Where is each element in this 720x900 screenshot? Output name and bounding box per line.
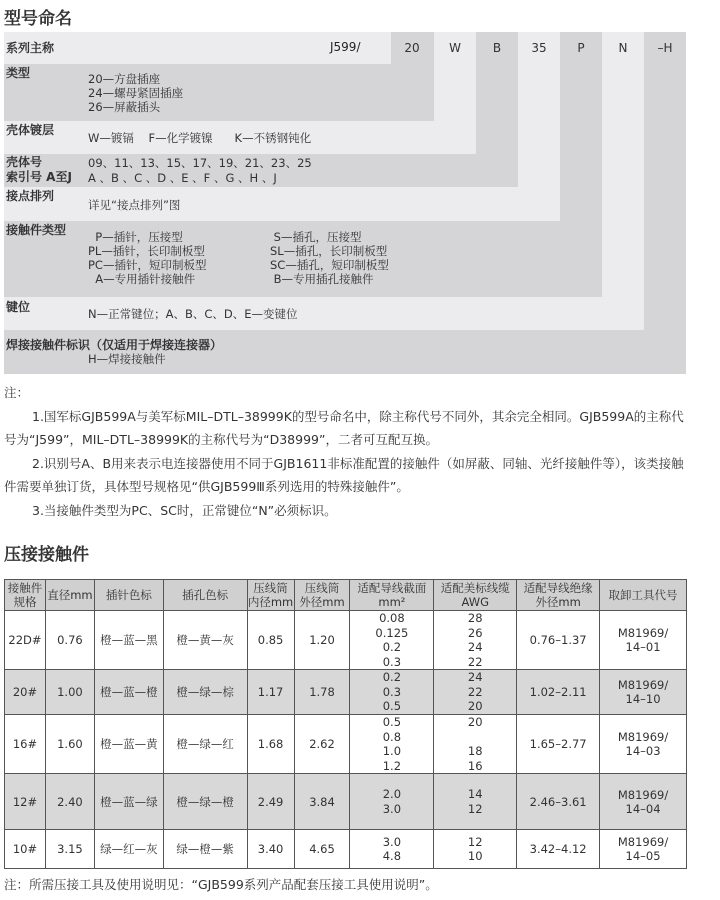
code-type: 20 [404,41,420,55]
table-cell: 1.68 [247,715,294,774]
table-cell: 3.0 4.8 [350,830,434,869]
table-cell: 1.02–2.11 [517,670,600,715]
code-plating: W [449,41,461,55]
table-cell: 橙—蓝—橙 [94,670,163,715]
code-key: N [618,41,628,55]
table-cell: 12# [5,774,46,830]
type-label: 类型 [6,66,31,80]
footnote: 注：所需压接工具及使用说明见：“GJB599系列产品配套压接工具使用说明”。 [4,877,438,892]
section-title-crimp: 压接接触件 [4,545,89,565]
shell-text: 09、11、13、15、17、19、21、23、25 A 、B 、C 、D 、E 、F 、G 、H 、J [88,156,312,185]
table-cell: 3.40 [247,830,294,869]
type-text: 20—方盘插座 24—螺母紧固插座 26—屏蔽插头 [88,72,184,114]
table-cell: 0.2 0.3 0.5 [350,670,434,715]
note-2: 2.识别号A、B用来表示电连接器使用不同于GJB1611非标准配置的接触件（如屏蔽、同轴、光纤接触件等），该类接触件需要单独订货，具体型号规格见“供GJB599Ⅲ系列选用的特殊接触件”。 [4,455,684,494]
column-header: 适配导线截面 mm² [350,580,434,611]
table-cell: 2.0 3.0 [350,774,434,830]
table-cell: 橙—绿—棕 [163,670,247,715]
table-row [5,830,687,869]
arrangement-label: 接点排列 [6,189,55,203]
series-label: 系列主称 [6,41,55,55]
code-contact: P [577,41,585,55]
table-cell: 1.60 [45,715,94,774]
column-header: 压线筒 内径mm [247,581,294,609]
table-cell: 1.78 [294,670,350,715]
key-label: 键位 [6,300,31,314]
table-row [5,774,687,830]
contact-text-left: P—插针，压接型 PL—插针，长印制板型 PC—插针，短印制板型 A—专用插针接触件 [88,230,207,286]
table-cell: M81969/ 14–10 [600,670,687,715]
table-cell: 橙—蓝—绿 [94,774,163,830]
table-row [5,670,687,715]
table-cell: 0.08 0.125 0.2 0.3 [350,611,434,670]
table-cell: 橙—黄—灰 [163,611,247,670]
table-cell: 0.5 0.8 1.0 1.2 [350,715,434,774]
section-title-naming: 型号命名 [4,9,72,29]
table-cell: M81969/ 14–01 [600,611,687,670]
table-cell: 10# [5,830,46,869]
series-value: J599/ [330,40,361,54]
table-cell: 3.15 [45,830,94,869]
notes-heading: 注： [4,385,30,400]
table-cell: 24 22 20 [434,670,517,715]
column-header: 压线筒 外径mm [294,580,350,611]
table-cell: 绿—红—灰 [94,830,163,869]
solder-label: 焊接接触件标识（仅适用于焊接连接器） [6,338,223,352]
table-cell: 28 26 24 22 [434,611,517,670]
crimp-contact-table [4,579,687,869]
table-cell: 20 18 16 [434,715,517,774]
table-cell: 0.85 [247,611,294,670]
table-cell: M81969/ 14–03 [600,715,687,774]
table-cell: 橙—绿—橙 [163,774,247,830]
table-cell: 22D# [5,611,46,670]
column-header: 插孔色标 [163,580,247,611]
table-cell: 2.40 [45,774,94,830]
table-cell: 0.76 [45,611,94,670]
code-arrangement: 35 [531,41,547,55]
contact-text-right: S—插孔，压接型 SL—插孔，长印制板型 SC—插孔，短印制板型 B—专用插孔接触件 [270,230,389,286]
table-cell: 12 10 [434,830,517,869]
notes [4,381,694,522]
table-cell: 橙—绿—红 [163,715,247,774]
table-cell: 4.65 [294,830,350,869]
code-solder: –H [657,41,673,55]
table-cell: 14 12 [434,774,517,830]
table-cell: 绿—橙—紫 [163,830,247,869]
plating-label: 壳体镀层 [6,123,55,137]
column-header: 接触件 规格 [5,580,46,611]
table-cell: M81969/ 14–04 [600,774,687,830]
column-header: 插针色标 [94,580,163,611]
table-row [5,611,687,670]
code-shell: B [492,41,502,55]
arrangement-text: 详见“接点排列”图 [88,198,181,212]
table-cell: 3.84 [294,774,350,830]
note-1: 1.国军标GJB599A与美军标MIL–DTL–38999K的型号命名中，除主称代号不同外，其余完全相同。GJB599A的主称代号为“J599”，MIL–DTL–38999K的主称代号为“D38999”，二者可互配互换。 [4,408,684,447]
column-header: 取卸工具代号 [600,580,687,611]
key-text: N—正常键位；A、B、C、D、E—变键位 [88,307,298,321]
table-cell: 1.20 [294,611,350,670]
note-3: 3.当接触件类型为PC、SC时，正常键位“N”必须标识。 [32,502,337,518]
table-cell: 1.17 [247,670,294,715]
table-cell: 橙—蓝—黄 [94,715,163,774]
solder-text: H—焊接接触件 [88,352,166,366]
column-header: 直径mm [45,580,94,611]
table-cell: 3.42–4.12 [517,830,600,869]
column-header: 适配导线绝缘 外径mm [517,580,600,611]
table-cell: 16# [5,715,46,774]
contact-label: 接触件类型 [6,223,67,237]
column-header: 适配美标线缆 AWG [434,580,517,611]
table-cell: 2.62 [294,715,350,774]
table-cell: 20# [5,670,46,715]
table-cell: 橙—蓝—黑 [94,611,163,670]
table-cell: 0.76–1.37 [517,611,600,670]
table-cell: M81969/ 14–05 [600,830,687,869]
plating-text: W—镀镉 F—化学镀镍 K—不锈钢钝化 [88,131,312,145]
table-cell: 1.65–2.77 [517,715,600,774]
table-cell: 2.46–3.61 [517,774,600,830]
table-cell: 2.49 [247,774,294,830]
table-row [5,715,687,774]
shell-label: 壳体号 索引号 A至J [6,155,72,184]
table-cell: 1.00 [45,670,94,715]
